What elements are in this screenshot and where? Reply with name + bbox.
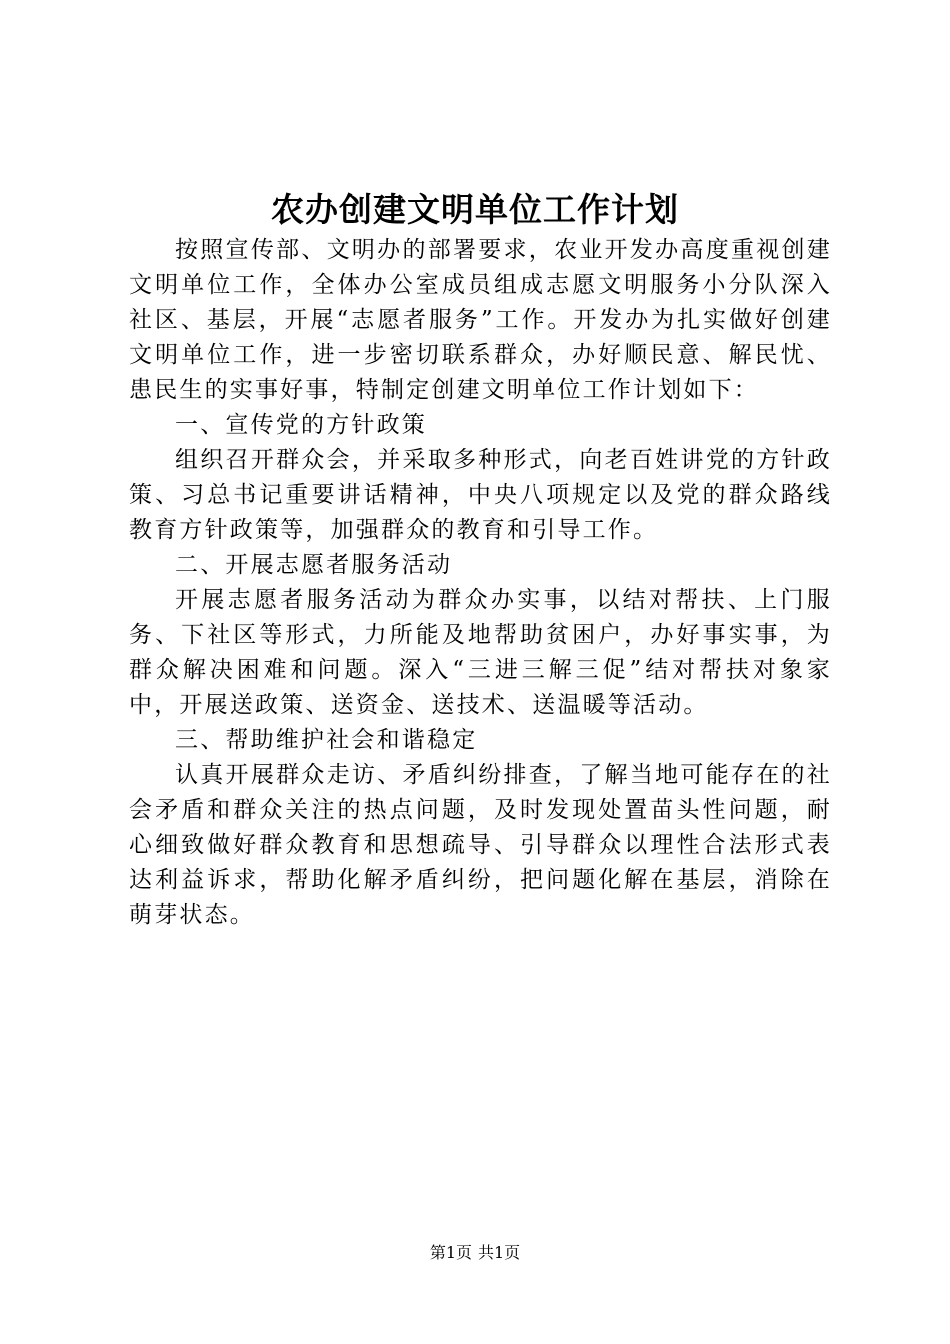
section-heading-2: 二、开展志愿者服务活动 xyxy=(175,552,453,578)
document-body xyxy=(129,233,832,933)
section-heading-1: 一、宣传党的方针政策 xyxy=(175,412,427,438)
section-paragraph-1: 组织召开群众会，并采取多种形式，向老百姓讲党的方针政策、习总书记重要讲话精神，中央八项规定以及党的群众路线教育方针政策等，加强群众的教育和引导工作。 xyxy=(129,447,832,543)
section-paragraph-3: 认真开展群众走访、矛盾纠纷排查，了解当地可能存在的社会矛盾和群众关注的热点问题，及时发现处置苗头性问题，耐心细致做好群众教育和思想疏导、引导群众以理性合法形式表达利益诉求，帮助化解矛盾纠纷，把问题化解在基层，消除在萌芽状态。 xyxy=(129,762,832,928)
intro-paragraph: 按照宣传部、文明办的部署要求，农业开发办高度重视创建文明单位工作，全体办公室成员组成志愿文明服务小分队深入社区、基层，开展“志愿者服务”工作。开发办为扎实做好创建文明单位工作，进一步密切联系群众，办好顺民意、解民忧、患民生的实事好事，特制定创建文明单位工作计划如下： xyxy=(129,237,832,403)
document-title: 农办创建文明单位工作计划 xyxy=(271,190,679,229)
page-number: 第1页 xyxy=(429,1243,472,1262)
page-total: 共1页 xyxy=(478,1243,521,1262)
section-paragraph-2: 开展志愿者服务活动为群众办实事，以结对帮扶、上门服务、下社区等形式，力所能及地帮助贫困户，办好事实事，为群众解决困难和问题。深入“三进三解三促”结对帮扶对象家中，开展送政策、送资金、送技术、送温暖等活动。 xyxy=(129,587,832,718)
section-heading-3: 三、帮助维护社会和谐稳定 xyxy=(175,727,478,753)
page-footer xyxy=(0,1241,950,1265)
